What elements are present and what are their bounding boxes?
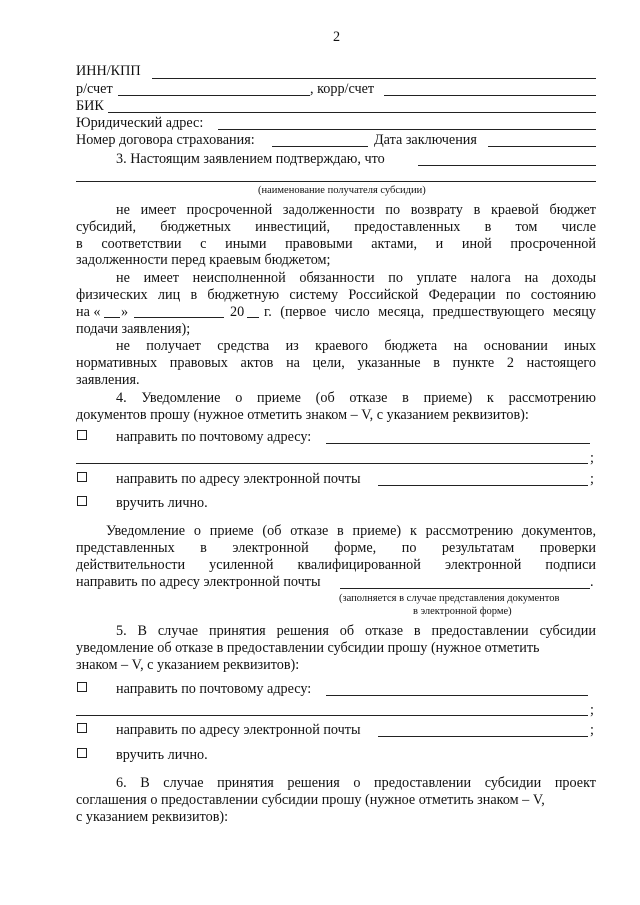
s3-p3-line1: не получает средства из краевого бюджета на основании иных <box>116 338 596 354</box>
s6-line1: 6. В случае принятия решения о предоставлении субсидии проект <box>116 775 596 791</box>
s4-hand-checkbox[interactable] <box>77 496 87 506</box>
date-day-field[interactable] <box>104 317 120 318</box>
recipient-caption: (наименование получателя субсидии) <box>258 185 426 196</box>
conclusion-date-field[interactable] <box>488 146 596 147</box>
korr-schet-field[interactable] <box>384 95 596 96</box>
bik-label: БИК <box>76 98 104 114</box>
s3-p1-line2: субсидий, бюджетных инвестиций, предоставленных в том числе <box>76 219 596 235</box>
section3-intro: 3. Настоящим заявлением подтверждаю, что <box>116 151 385 167</box>
conclusion-date-label: Дата заключения <box>374 132 477 148</box>
inn-kpp-label: ИНН/КПП <box>76 63 141 79</box>
s3-p3-line2: нормативных правовых актов на цели, указанные в пункте 2 настоящего <box>76 355 596 371</box>
s3-p2-date-prefix: на « <box>76 304 101 320</box>
s5-line2: уведомление об отказе в предоставлении субсидии прошу (нужное отметить <box>76 640 540 656</box>
korr-schet-label: , корр/счет <box>310 81 375 97</box>
s3-p1-line1: не имеет просроченной задолженности по возврату в краевой бюджет <box>116 202 596 218</box>
s5-line3: знаком – V, с указанием реквизитов): <box>76 657 300 673</box>
s3-p2-line4: подачи заявления); <box>76 321 191 337</box>
s4-e-line3: действительности усиленной квалифицированной электронной подписи <box>76 557 596 573</box>
s5-hand-label: вручить лично. <box>116 747 208 763</box>
s5-hand-checkbox[interactable] <box>77 748 87 758</box>
s4-e-line1: Уведомление о приеме (об отказе в приеме) к рассмотрению документов, <box>106 523 596 539</box>
s5-line1: 5. В случае принятия решения об отказе в предоставлении субсидии <box>116 623 596 639</box>
s4-e-caption-1: (заполняется в случае представления документов <box>339 593 560 604</box>
s4-hand-label: вручить лично. <box>116 495 208 511</box>
s3-p2-date-close-quote: » <box>121 304 129 320</box>
r-schet-field[interactable] <box>118 95 310 96</box>
s4-e-caption-2: в электронной форме) <box>413 606 512 617</box>
insurance-contract-label: Номер договора страхования: <box>76 132 255 148</box>
recipient-name-field-1[interactable] <box>418 165 596 166</box>
s5-email-field[interactable] <box>378 736 588 737</box>
s4-email-label: направить по адресу электронной почты <box>116 471 361 487</box>
s3-p2-line2: физических лиц в бюджетную систему Российской Федерации по состоянию <box>76 287 596 303</box>
s4-mail-semicolon: ; <box>590 450 594 466</box>
s3-p2-line1: не имеет неисполненной обязанности по уплате налога на доходы <box>116 270 596 286</box>
s4-mail-label: направить по почтовому адресу: <box>116 429 312 445</box>
s3-p1-line3: в соответствии с иными правовыми актами, и иной просроченной <box>76 236 596 252</box>
legal-address-label: Юридический адрес: <box>76 115 204 131</box>
page-number: 2 <box>333 29 341 45</box>
legal-address-field[interactable] <box>218 129 596 130</box>
s4-e-dot: . <box>590 574 594 590</box>
s4-line1: 4. Уведомление о приеме (об отказе в приеме) к рассмотрению <box>116 390 596 406</box>
s3-p2-date-year-prefix: 20 <box>230 304 245 320</box>
s3-p2-line3-rest: г. (первое число месяца, предшествующего месяцу <box>264 304 596 320</box>
s5-email-label: направить по адресу электронной почты <box>116 722 361 738</box>
s4-e-line4: направить по адресу электронной почты <box>76 574 321 590</box>
s5-mail-field-2[interactable] <box>76 715 588 716</box>
s6-line3: с указанием реквизитов): <box>76 809 229 825</box>
s4-e-email-field[interactable] <box>340 588 590 589</box>
date-year-field[interactable] <box>247 317 259 318</box>
s3-p3-line3: заявления. <box>76 372 140 388</box>
s4-email-checkbox[interactable] <box>77 472 87 482</box>
s5-mail-checkbox[interactable] <box>77 682 87 692</box>
recipient-name-field-2[interactable] <box>76 181 596 182</box>
s3-p1-line4: задолженности перед краевым бюджетом; <box>76 252 331 268</box>
s4-mail-checkbox[interactable] <box>77 430 87 440</box>
s5-mail-semicolon: ; <box>590 702 594 718</box>
r-schet-label: р/счет <box>76 81 113 97</box>
date-month-field[interactable] <box>134 317 224 318</box>
s5-email-checkbox[interactable] <box>77 723 87 733</box>
s5-mail-field-1[interactable] <box>326 695 588 696</box>
s4-mail-field-2[interactable] <box>76 463 588 464</box>
s5-email-semicolon: ; <box>590 722 594 738</box>
s4-mail-field-1[interactable] <box>326 443 590 444</box>
s4-email-semicolon: ; <box>590 471 594 487</box>
insurance-contract-field[interactable] <box>272 146 368 147</box>
bik-field[interactable] <box>108 112 596 113</box>
s6-line2: соглашения о предоставлении субсидии прошу (нужное отметить знаком – V, <box>76 792 545 808</box>
inn-kpp-field[interactable] <box>152 78 596 79</box>
s4-e-line2: представленных в электронной форме, по результатам проверки <box>76 540 596 556</box>
s4-email-field[interactable] <box>378 485 588 486</box>
s4-line2: документов прошу (нужное отметить знаком – V, с указанием реквизитов): <box>76 407 529 423</box>
s5-mail-label: направить по почтовому адресу: <box>116 681 312 697</box>
